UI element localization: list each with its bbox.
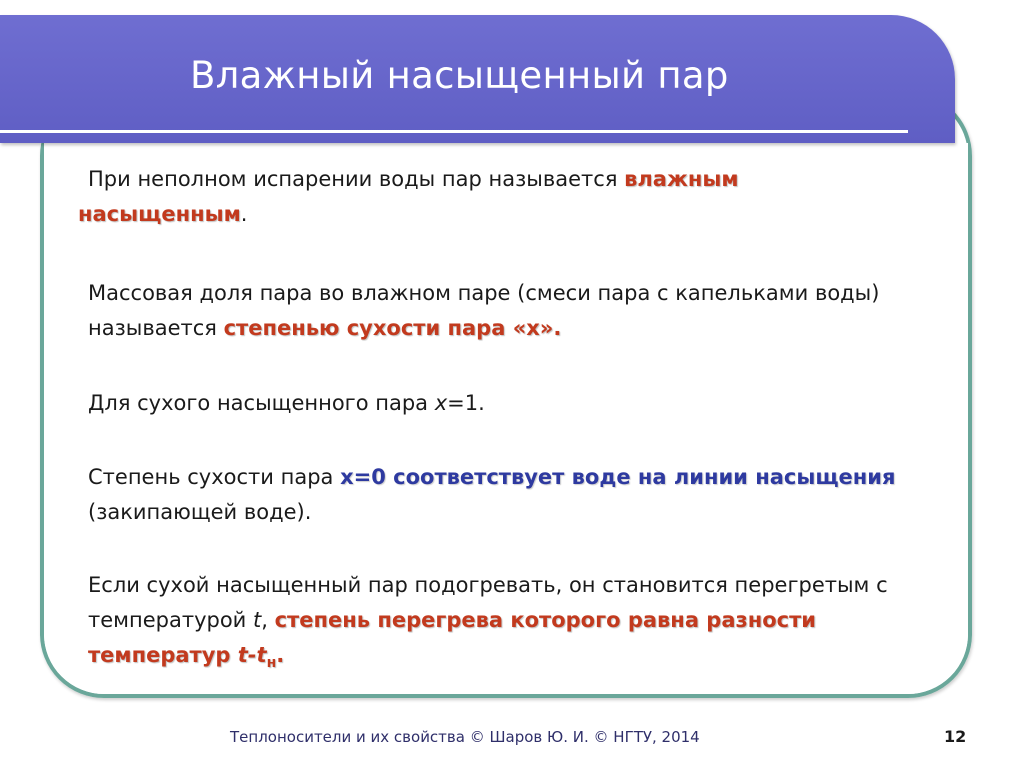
- paragraph-end: =1.: [447, 391, 485, 415]
- term-wet: влажным: [624, 167, 739, 191]
- formula-subscript: н: [266, 655, 277, 672]
- paragraph-text: При неполном испарении воды пар называется: [88, 167, 625, 191]
- paragraph-text: Для сухого насыщенного пара: [88, 391, 435, 415]
- paragraph-end: .: [240, 202, 248, 226]
- paragraph-end: (закипающей воде).: [88, 500, 312, 524]
- formula-tn: t: [256, 643, 267, 667]
- paragraph-dryness-definition: [78, 276, 908, 346]
- term-saturation-line: х=0 соответствует воде на линии насыщения: [340, 465, 896, 489]
- paragraph-end: .: [276, 643, 285, 667]
- page-number: 12: [944, 727, 967, 746]
- variable-x: х: [434, 391, 448, 415]
- variable-t: t: [253, 608, 262, 632]
- paragraph-superheated: [78, 568, 908, 681]
- paragraph-text: Если сухой насыщенный пар подогревать, он становится перегретым с температурой: [88, 573, 888, 632]
- term-saturated: насыщенным: [78, 202, 241, 226]
- paragraph-wet-steam: [78, 162, 908, 232]
- footer-credits: Теплоносители и их свойства © Шаров Ю. И. © НГТУ, 2014: [230, 728, 700, 746]
- paragraph-dry-steam: [78, 386, 908, 421]
- formula-dash: -: [247, 643, 257, 667]
- term-dryness-degree: степенью сухости пара «х»: [223, 316, 554, 340]
- formula-t: t: [237, 643, 248, 667]
- slide-title: Влажный насыщенный пар: [190, 54, 729, 97]
- term-superheat-degree: степень перегрева которого равна разности температур: [88, 608, 816, 667]
- comma: ,: [261, 608, 275, 632]
- title-underline: [0, 130, 908, 133]
- paragraph-end: .: [553, 316, 562, 340]
- paragraph-text: Степень сухости пара: [88, 465, 341, 489]
- paragraph-text: Массовая доля пара во влажном паре (смеси пара с капельками воды) называется: [88, 281, 880, 340]
- paragraph-x-zero: [78, 460, 908, 530]
